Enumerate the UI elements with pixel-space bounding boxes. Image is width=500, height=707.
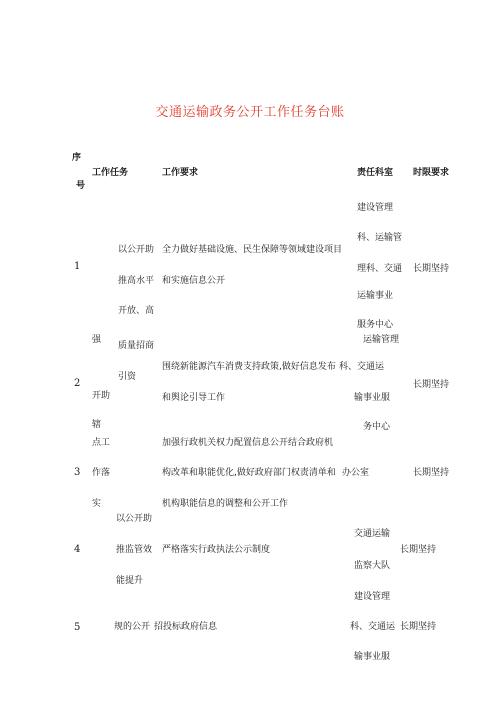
row-4-task-line: 推监管效 (116, 545, 153, 555)
row-2-task-line: 实 (92, 499, 102, 509)
row-2-task-line: 作落 (92, 468, 111, 478)
row-4-dept-line: 监察大队 (354, 561, 391, 571)
row-5-dept-line: 科、交通运 (350, 622, 396, 632)
row-1-task-line: 推高水平 (118, 276, 155, 286)
row-1-requirement-line: 和实施信息公开 (162, 276, 226, 286)
row-1-dept-line: 理科、交通 (357, 264, 403, 274)
row-1-dept-line: 建设管理 (357, 203, 394, 213)
row-2-dept-line: 务中心 (363, 422, 391, 432)
row-2-task-line: 开助 (92, 391, 111, 401)
row-5-dept-line: 输事业服 (354, 652, 391, 662)
row-5-dept-line: 建设管理 (354, 592, 391, 602)
row-2-dept-line: 输事业服 (354, 393, 391, 403)
row-2-requirement-line: 和舆论引导工作 (162, 393, 226, 403)
row-2-task-line: 辖 (92, 420, 102, 430)
row-1-task-line: 质量招商 (118, 341, 155, 351)
row-3-dept-line: 办公室 (342, 468, 370, 478)
row-2-number: 2 (74, 378, 81, 389)
row-3-requirement-line: 构改革和职能优化,做好政府部门权责清单和 (162, 468, 336, 478)
row-5-requirement-line: 招投标政府信息 (154, 622, 218, 632)
row-2-dept-line: 运输管理 (363, 335, 400, 345)
row-3-requirement-line: 机构职能信息的调整和公开工作 (162, 499, 289, 509)
row-1-deadline: 长期坚持 (413, 264, 450, 274)
row-2-task-line: 强 (92, 335, 102, 345)
row-1-dept-line: 运输事业 (357, 291, 394, 301)
header-deadline: 时限要求 (413, 168, 450, 178)
row-4-deadline: 长期坚持 (400, 545, 437, 555)
row-2-requirement-line: 围绕新能源汽车消费支持政策,做好信息发布 (162, 362, 336, 372)
row-4-requirement-line: 严格落实行政执法公示制度 (162, 545, 271, 555)
row-2-task-line: 点工 (92, 438, 111, 448)
row-1-task-line: 开放、高 (118, 306, 155, 316)
row-5-task-line: 规的公开 (114, 622, 151, 632)
row-1-dept-line: 服务中心 (357, 320, 394, 330)
header-requirement: 工作要求 (162, 168, 199, 178)
row-4-task-line: 以公开助 (116, 514, 153, 524)
page-title: 交通运输政务公开工作任务台账 (155, 105, 345, 120)
row-2-deadline: 长期坚持 (413, 380, 450, 390)
row-1-task-line: 以公开助 (118, 245, 155, 255)
header-dept: 责任科室 (357, 168, 394, 178)
header-task: 工作任务 (92, 168, 129, 178)
header-seq-2: 号 (76, 181, 86, 191)
row-1-dept-line: 科、运输管 (357, 233, 403, 243)
row-1-number: 1 (74, 261, 81, 272)
row-4-number: 4 (74, 544, 81, 555)
row-4-task-line: 能提升 (116, 576, 144, 586)
row-3-requirement-line: 加强行政机关权力配置信息公开结合政府机 (162, 438, 334, 448)
row-5-deadline: 长期坚持 (400, 622, 437, 632)
row-3-deadline: 长期坚持 (413, 468, 450, 478)
row-2-dept-line: 科、交通运 (339, 362, 385, 372)
row-1-task-line: 引资 (118, 372, 137, 382)
row-5-number: 5 (74, 622, 81, 633)
row-3-number: 3 (74, 467, 81, 478)
row-4-dept-line: 交通运输 (354, 529, 391, 539)
header-seq-1: 序 (72, 153, 82, 163)
row-1-requirement-line: 全力做好基础设施、民生保障等领域建设项目 (162, 245, 343, 255)
